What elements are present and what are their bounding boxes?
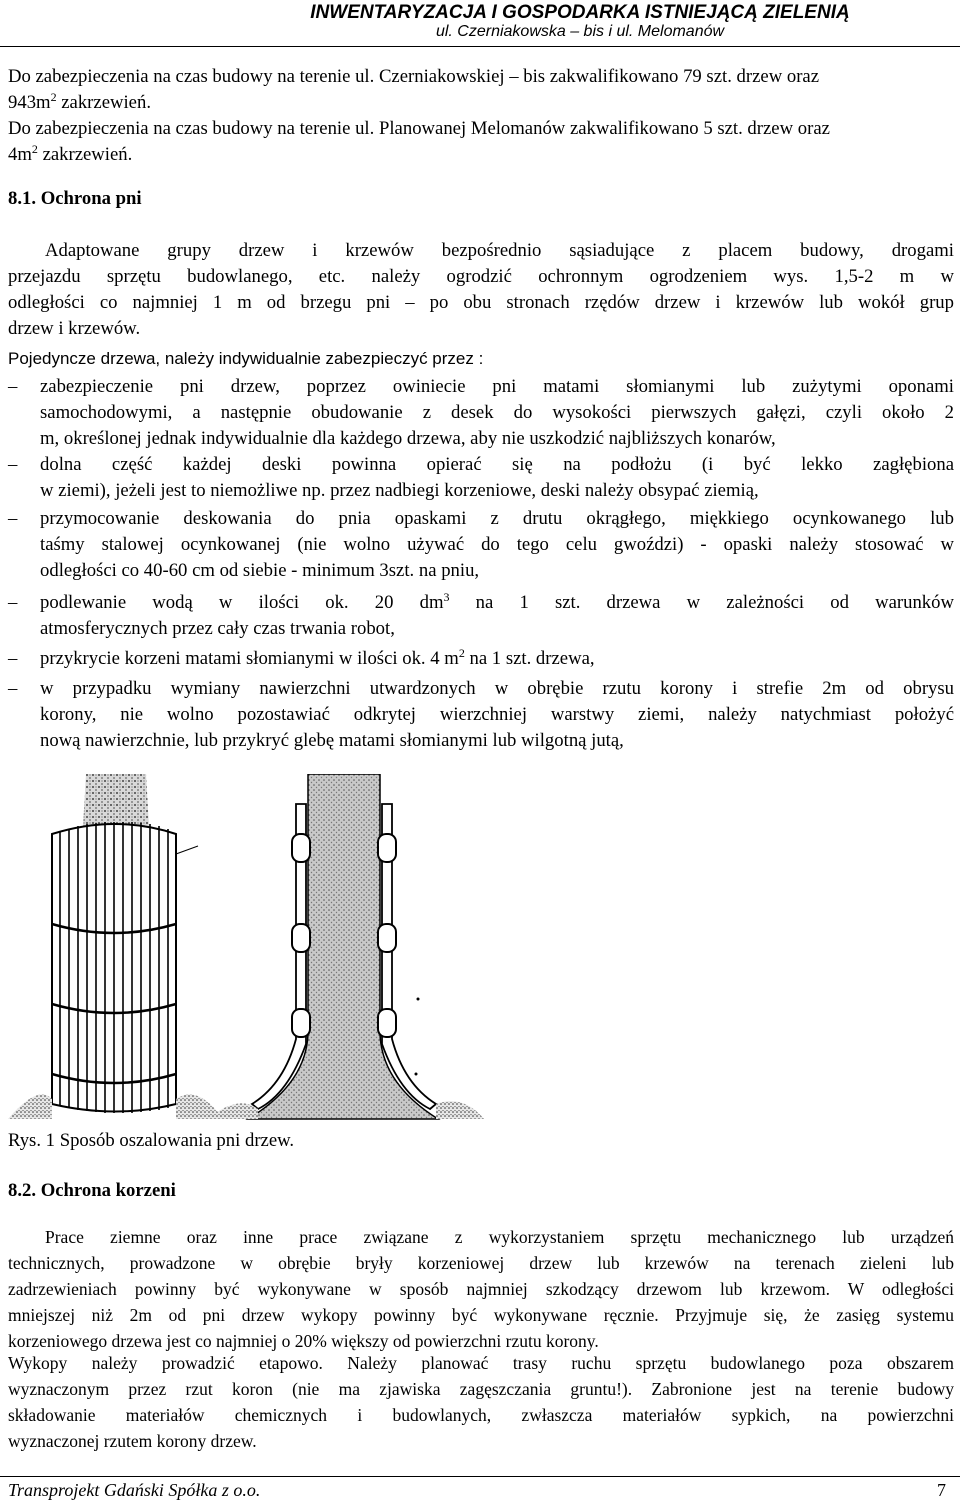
para-line: wyznaczonym przez rzut koron (nie ma zjawiska zagęszczania gruntu!). Zabronione jest na terenie budowy bbox=[8, 1379, 954, 1399]
list-item: – dolna część każdej deski powinna opierać się na podłożu (i być lekko zagłębiona w ziemi), jeżeli jest to niemożliwe np. przez nadbiegi korzeniowe, deski należy obsypać ziemią, bbox=[8, 454, 954, 501]
para-line: drzew i krzewów. bbox=[8, 318, 141, 339]
dash-bullet: – bbox=[8, 678, 18, 699]
para-line: Wykopy należy prowadzić etapowo. Należy planować trasy ruchu sprzętu budowlanego poza obszarem bbox=[8, 1353, 954, 1373]
page-number: 7 bbox=[937, 1480, 946, 1500]
para-line: odległości co najmniej 1 m od brzegu pni – po obu stronach rzędów drzew i krzewów lub wokół grup bbox=[8, 292, 954, 313]
para-line: technicznych, prowadzone w obrębie bryły korzeniowej drzew lub krzewów na terenach zieleni lub bbox=[8, 1253, 954, 1273]
trunk-boarding-illustration bbox=[8, 774, 484, 1124]
para-line: Adaptowane grupy drzew i krzewów bezpośrednio sąsiadujące z placem budowy, drogami bbox=[45, 240, 954, 261]
section-heading-8-2: 8.2. Ochrona korzeni bbox=[8, 1180, 176, 1201]
right-trunk-cross-section bbox=[208, 774, 484, 1119]
list-item: – w przypadku wymiany nawierzchni utwardzonych w obrębie rzutu korony i strefie 2m od obrysu korony, nie wolno pozostawiać odkrytej wierzchniej warstwy ziemi, należy natychmiast położyć nową nawierzchnie, lub przykryć glebę matami słomianymi lub wilgotną jutą, bbox=[8, 678, 954, 751]
dash-bullet: – bbox=[8, 376, 18, 397]
intro-line-4: $4m^2$ zakrzewień. bbox=[8, 141, 133, 165]
figure-caption: Rys. 1 Sposób oszalowania pni drzew. bbox=[8, 1130, 295, 1151]
para-line: korzeniowego drzewa jest co najmniej o 20% większy od powierzchni rzutu korony. bbox=[8, 1331, 599, 1351]
header-title: INWENTARYZACJA I GOSPODARKA ISTNIEJĄCĄ ZIELENIĄ bbox=[310, 2, 850, 23]
list-item: – przymocowanie deskowania do pnia opaskami z drutu okrągłego, miękkiego ocynkowanego lub taśmy stalowej ocynkowanej (nie wolno używać do tego celu gwoździ) - opaski należy stosować w odległości co 40-60 cm od siebie - minimum 3szt. na pniu, bbox=[8, 508, 954, 581]
lead-line: Pojedyncze drzewa, należy indywidualnie zabezpieczyć przez : bbox=[8, 349, 484, 368]
dash-bullet: – bbox=[8, 454, 18, 475]
footer-rule bbox=[0, 1476, 960, 1477]
list-item: – zabezpieczenie pni drzew, poprzez owiniecie pni matami słomianymi lub zużytymi oponami samochodowymi, a następnie obudowanie z desek do wysokości pierwszych gałęzi, czyli około 2 m, określonej jednak indywidualnie dla każdego drzewa, aby nie uszkodzić najbliższych konarów, bbox=[8, 376, 954, 449]
intro-line-3: Do zabezpieczenia na czas budowy na terenie ul. Planowanej Melomanów zakwalifikowano 5 szt. drzew oraz bbox=[8, 118, 830, 139]
intro-line-2: $943m^2$ zakrzewień. bbox=[8, 89, 151, 113]
left-trunk-figure bbox=[8, 774, 223, 1119]
para-line: wyznaczonej rzutem korony drzew. bbox=[8, 1431, 257, 1451]
section-heading-8-1: 8.1. Ochrona pni bbox=[8, 188, 142, 209]
list-item: – podlewanie wodą w ilości ok. 20 $dm^3$ na 1 szt. drzewa w zależności od warunków atmosferycznych przez cały czas trwania robot, bbox=[8, 589, 954, 639]
dash-bullet: – bbox=[8, 648, 18, 669]
para-line: zadrzewieniach powinny być wykonywane w sposób najmniej szkodzący drzewom lub krzewom. W odległości bbox=[8, 1279, 954, 1299]
list-item: – przykrycie korzeni matami słomianymi w ilości ok. 4 $m^2$ na 1 szt. drzewa, bbox=[8, 646, 954, 672]
header-rule bbox=[0, 46, 960, 47]
para-line: przejazdu sprzętu budowlanego, etc. należy ogrodzić ochronnym ogrodzeniem wys. 1,5-2 m w bbox=[8, 266, 954, 287]
header-subtitle: ul. Czerniakowska – bis i ul. Melomanów bbox=[435, 23, 725, 40]
footer-company: Transprojekt Gdański Spółka z o.o. bbox=[8, 1480, 261, 1500]
para-line: Prace ziemne oraz inne prace związane z wykorzystaniem sprzętu mechanicznego lub urządzeń bbox=[45, 1227, 954, 1247]
para-line: składowanie materiałów chemicznych i budowlanych, zwłaszcza materiałów sypkich, na powierzchni bbox=[8, 1405, 954, 1425]
dash-bullet: – bbox=[8, 592, 18, 613]
para-line: mniejszej niż 2m od pni drzew wykopy powinny być wykonywane ręcznie. Przyjmuje się, że zasięg systemu bbox=[8, 1305, 954, 1325]
dash-bullet: – bbox=[8, 508, 18, 529]
intro-line-1: Do zabezpieczenia na czas budowy na terenie ul. Czerniakowskiej – bis zakwalifikowano 79 szt. drzew oraz bbox=[8, 66, 820, 87]
